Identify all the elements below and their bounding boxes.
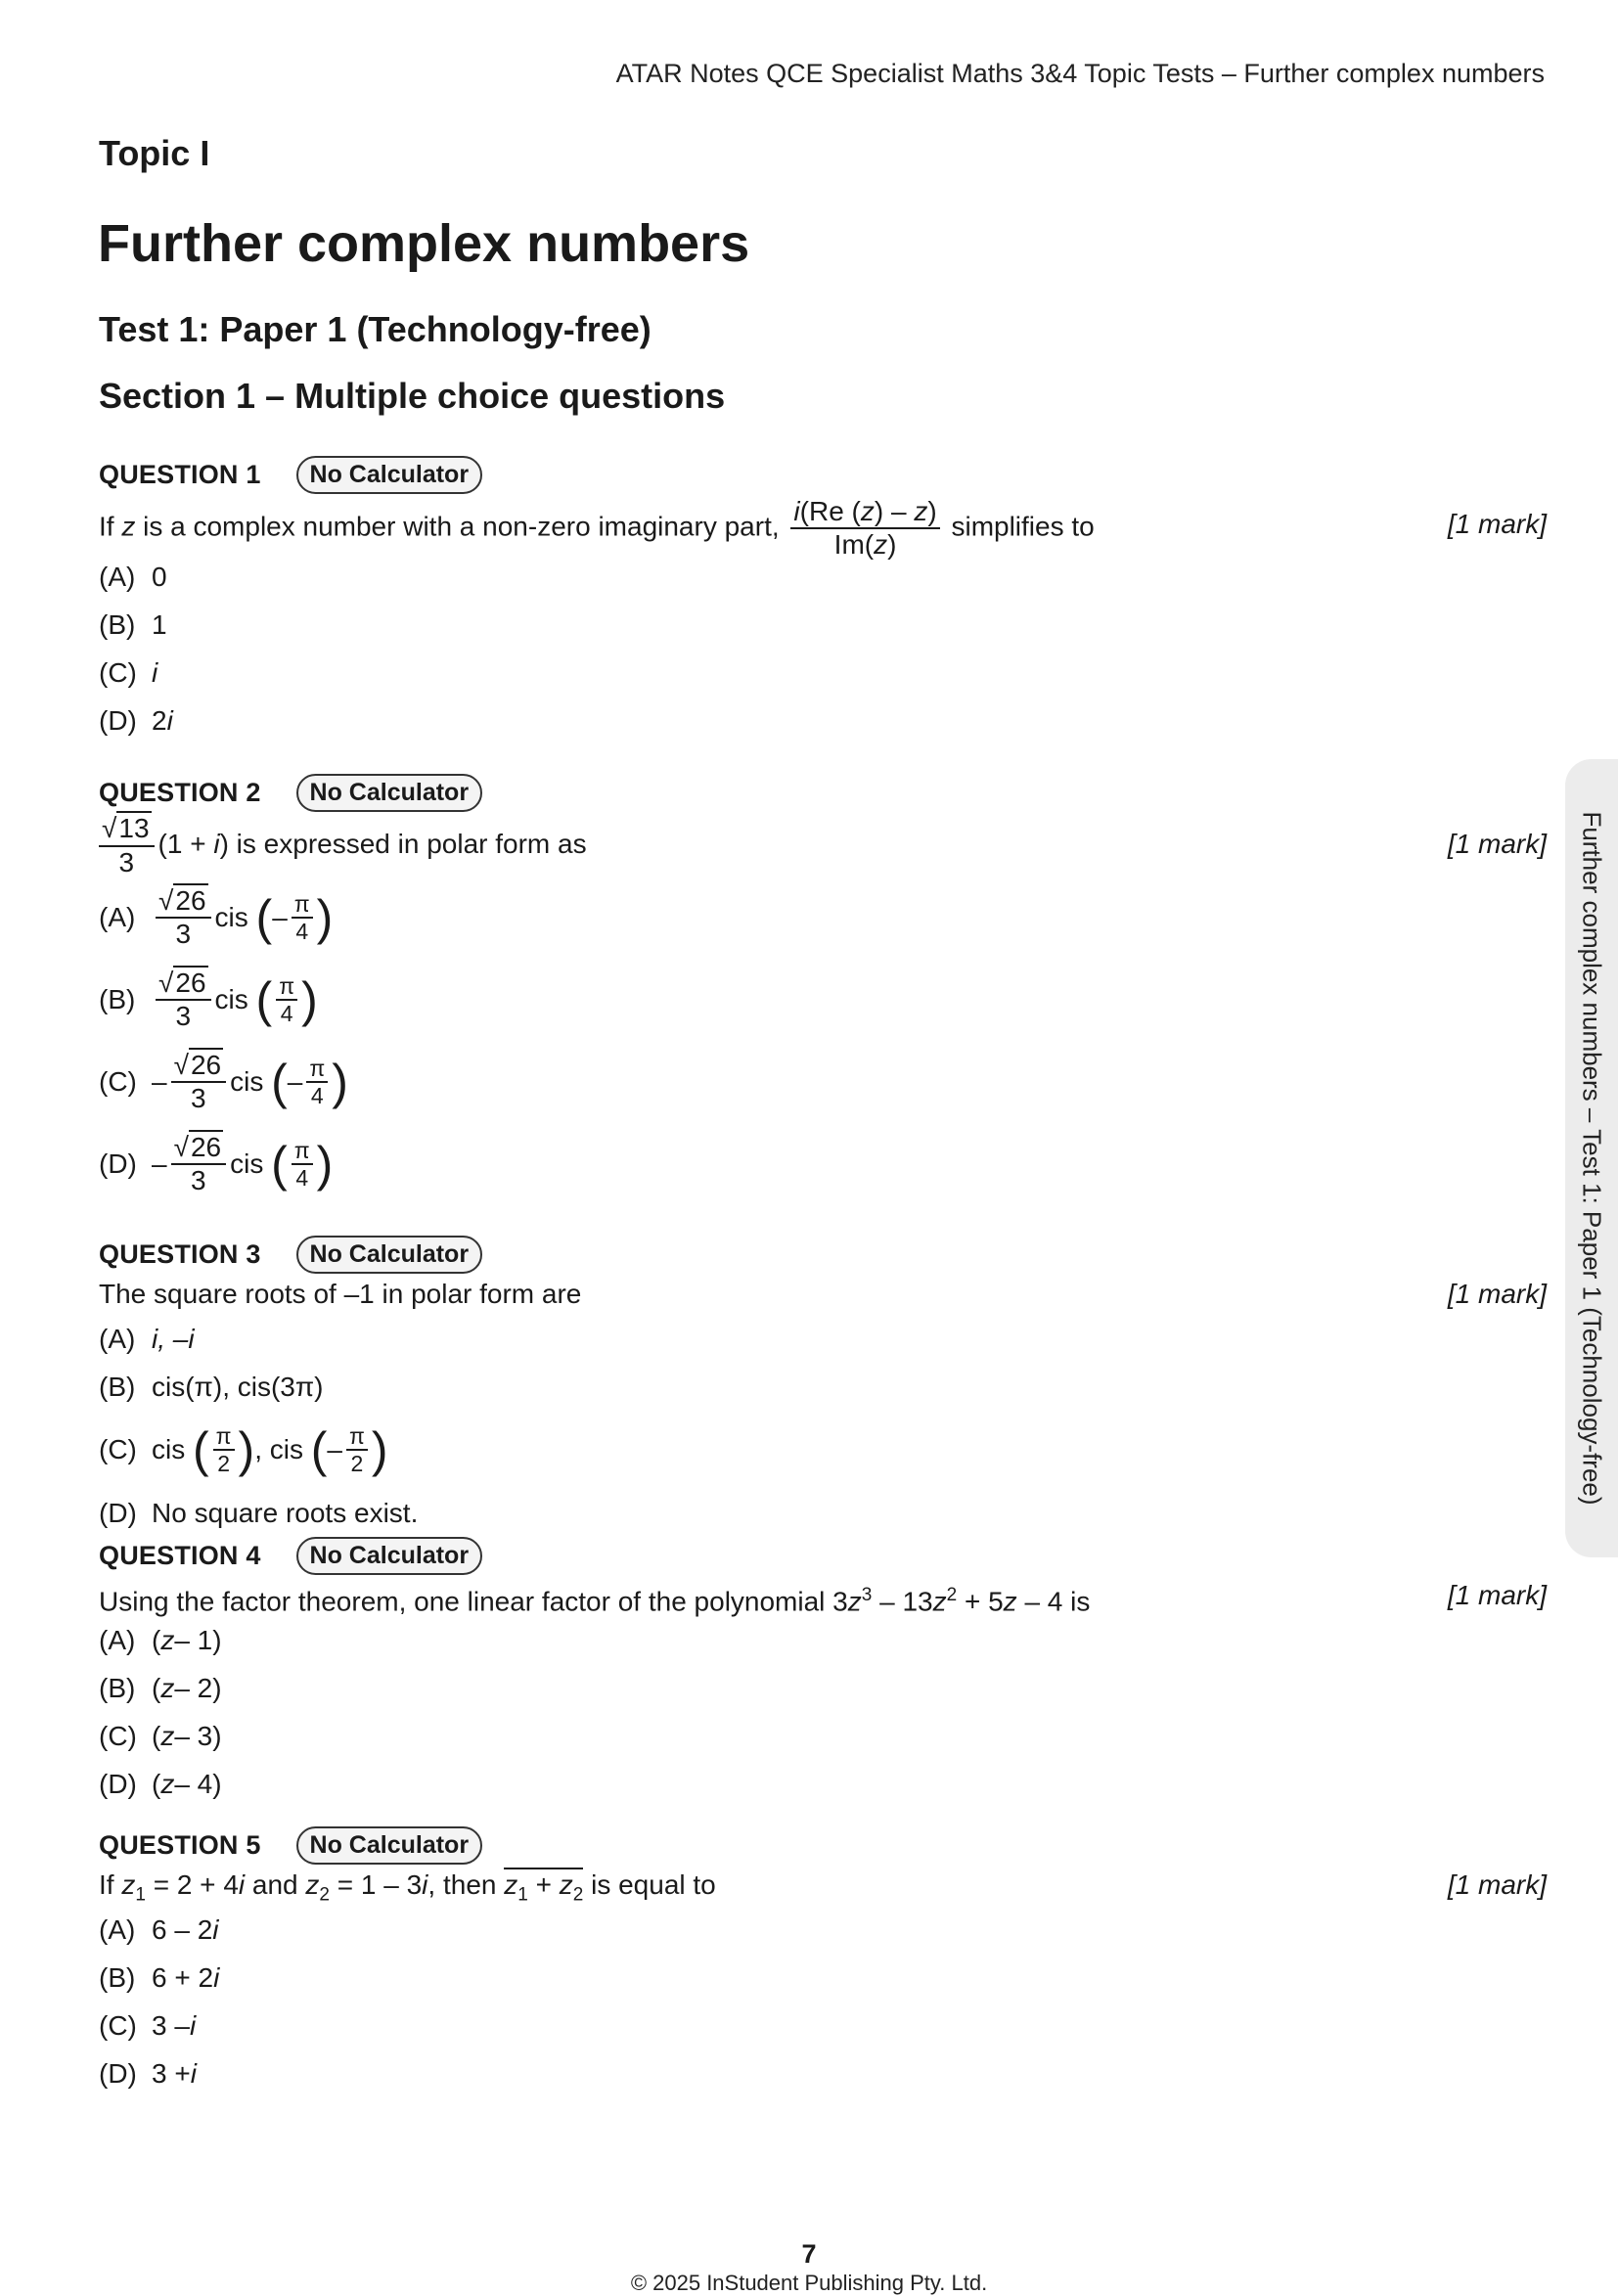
option-a[interactable]: (A) 6 – 2 i <box>99 1913 219 1945</box>
coefficient-fraction: $\frac{√13}{3}$ <box>99 813 155 878</box>
cis-label: cis <box>214 902 248 932</box>
mark-allocation: [1 mark] <box>1447 1279 1547 1309</box>
no-calculator-badge: No Calculator <box>296 456 483 494</box>
running-header: ATAR Notes QCE Specialist Maths 3&4 Topic Tests – Further complex numbers <box>615 59 1545 88</box>
question-number: QUESTION 3 <box>99 1238 261 1269</box>
mark-allocation: [1 mark] <box>1447 1869 1547 1900</box>
argument-fraction: $\frac{\pi}{4}$ <box>276 973 297 1027</box>
page-number: 7 <box>801 2239 817 2269</box>
option-label: (A) <box>99 902 136 932</box>
mark-allocation: [1 mark] <box>1447 1580 1547 1610</box>
no-calculator-badge: No Calculator <box>296 774 483 812</box>
option-b[interactable]: (B) $\frac{√26}{3}$ cis ( $\frac{\pi}{4}$ ) <box>99 967 318 1031</box>
section-title: Section 1 – Multiple choice questions <box>99 376 726 416</box>
side-tab <box>1565 759 1618 1557</box>
question-5 <box>99 1825 1547 2097</box>
question-stem: If $z_1 = 2 + 4i$ and $z_2 = 1 - 3i$, then $z_1 + z_2$ is equal to [1 mark] <box>99 1865 1547 1906</box>
option-sign: – <box>152 1066 167 1097</box>
argument-fraction: $\frac{\pi}{4}$ <box>292 891 313 945</box>
option-a[interactable]: (A) i, –i <box>99 1323 195 1354</box>
option-b[interactable]: (B) cis(π), cis(3π) <box>99 1371 324 1402</box>
option-d[interactable]: (D) 2 i <box>99 704 173 736</box>
no-calculator-badge: No Calculator <box>296 1537 483 1575</box>
option-d[interactable]: (D) 3 + i <box>99 2057 197 2089</box>
magnitude-fraction: $\frac{√26}{3}$ <box>156 968 211 1032</box>
question-stem: If z is a complex number with a non-zero imaginary part, $\frac{i(Re (z) - z)}{Im(z)}$ simplifies to [1 mark] <box>99 496 1547 561</box>
side-tab-label: Further complex numbers – Test 1: Paper 1 (Technology-free) <box>1577 811 1607 1506</box>
question-stem: Using the factor theorem, one linear factor of the polynomial $3z^3 - 13z^2 + 5z - 4$ is [1 mark] <box>99 1575 1547 1616</box>
option-sign: – <box>152 1148 167 1179</box>
option-a[interactable]: (A) $\frac{√26}{3}$ cis ( – $\frac{\pi}{4}$ ) <box>99 884 334 949</box>
question-number: QUESTION 2 <box>99 777 261 807</box>
argument-fraction: $\frac{\pi}{4}$ <box>306 1056 328 1109</box>
option-a[interactable]: (A) ( z – 1) <box>99 1624 222 1655</box>
question-2 <box>99 773 1547 1205</box>
mark-allocation: [1 mark] <box>1447 509 1547 539</box>
question-stem: $\frac{√13}{3}$ (1 + i) is expressed in polar form as [1 mark] <box>99 812 1547 877</box>
argument-sign: – <box>272 902 288 932</box>
magnitude-fraction: $\frac{√26}{3}$ <box>156 885 211 950</box>
argument-fraction: $\frac{\pi}{4}$ <box>292 1138 313 1192</box>
option-label: (D) <box>99 1148 137 1179</box>
magnitude-fraction: $\frac{√26}{3}$ <box>171 1132 227 1196</box>
option-b[interactable]: (B) ( z – 2) <box>99 1672 222 1703</box>
argument-sign: – <box>287 1066 303 1097</box>
question-4 <box>99 1536 1547 1808</box>
option-c[interactable]: (C) i <box>99 656 158 688</box>
copyright: © 2025 InStudent Publishing Pty. Ltd. <box>630 2271 988 2295</box>
option-a[interactable]: (A) 0 <box>99 561 167 592</box>
option-d[interactable]: (D) No square roots exist. <box>99 1497 419 1528</box>
option-c[interactable]: (C) ( z – 3) <box>99 1720 222 1751</box>
question-number: QUESTION 1 <box>99 459 261 489</box>
stem-fraction: $\frac{i(Re (z) - z)}{Im(z)}$ <box>790 496 939 561</box>
no-calculator-badge: No Calculator <box>296 1826 483 1865</box>
test-subtitle: Test 1: Paper 1 (Technology-free) <box>99 309 652 349</box>
question-3 <box>99 1235 1547 1537</box>
cis-label: cis <box>214 984 248 1014</box>
page-title: Further complex numbers <box>98 214 750 273</box>
topic-label: Topic I <box>99 133 210 173</box>
option-c[interactable]: (C) cis ( $\frac{\pi}{2}$ ) , cis ( – $\frac{\pi}{2}$ ) <box>99 1422 388 1477</box>
option-label: (B) <box>99 984 136 1014</box>
question-number: QUESTION 5 <box>99 1829 261 1860</box>
question-number: QUESTION 4 <box>99 1540 261 1570</box>
question-1 <box>99 455 1547 744</box>
question-stem: The square roots of –1 in polar form are [1 mark] <box>99 1274 1547 1315</box>
option-d[interactable]: (D) – $\frac{√26}{3}$ cis ( $\frac{\pi}{4}$ ) <box>99 1131 334 1195</box>
option-b[interactable]: (B) 6 + 2 i <box>99 1961 220 1993</box>
mark-allocation: [1 mark] <box>1447 829 1547 859</box>
cis-label: cis <box>230 1148 264 1179</box>
no-calculator-badge: No Calculator <box>296 1236 483 1274</box>
option-c[interactable]: (C) 3 – i <box>99 2009 197 2041</box>
option-c[interactable]: (C) – $\frac{√26}{3}$ cis ( – $\frac{\pi}{4}$ ) <box>99 1049 348 1113</box>
magnitude-fraction: $\frac{√26}{3}$ <box>171 1050 227 1114</box>
option-d[interactable]: (D) ( z – 4) <box>99 1768 222 1799</box>
option-label: (C) <box>99 1066 137 1097</box>
conjugate-bar: $z_1 + z_2$ <box>504 1869 584 1906</box>
option-b[interactable]: (B) 1 <box>99 608 167 640</box>
cis-label: cis <box>230 1066 264 1097</box>
